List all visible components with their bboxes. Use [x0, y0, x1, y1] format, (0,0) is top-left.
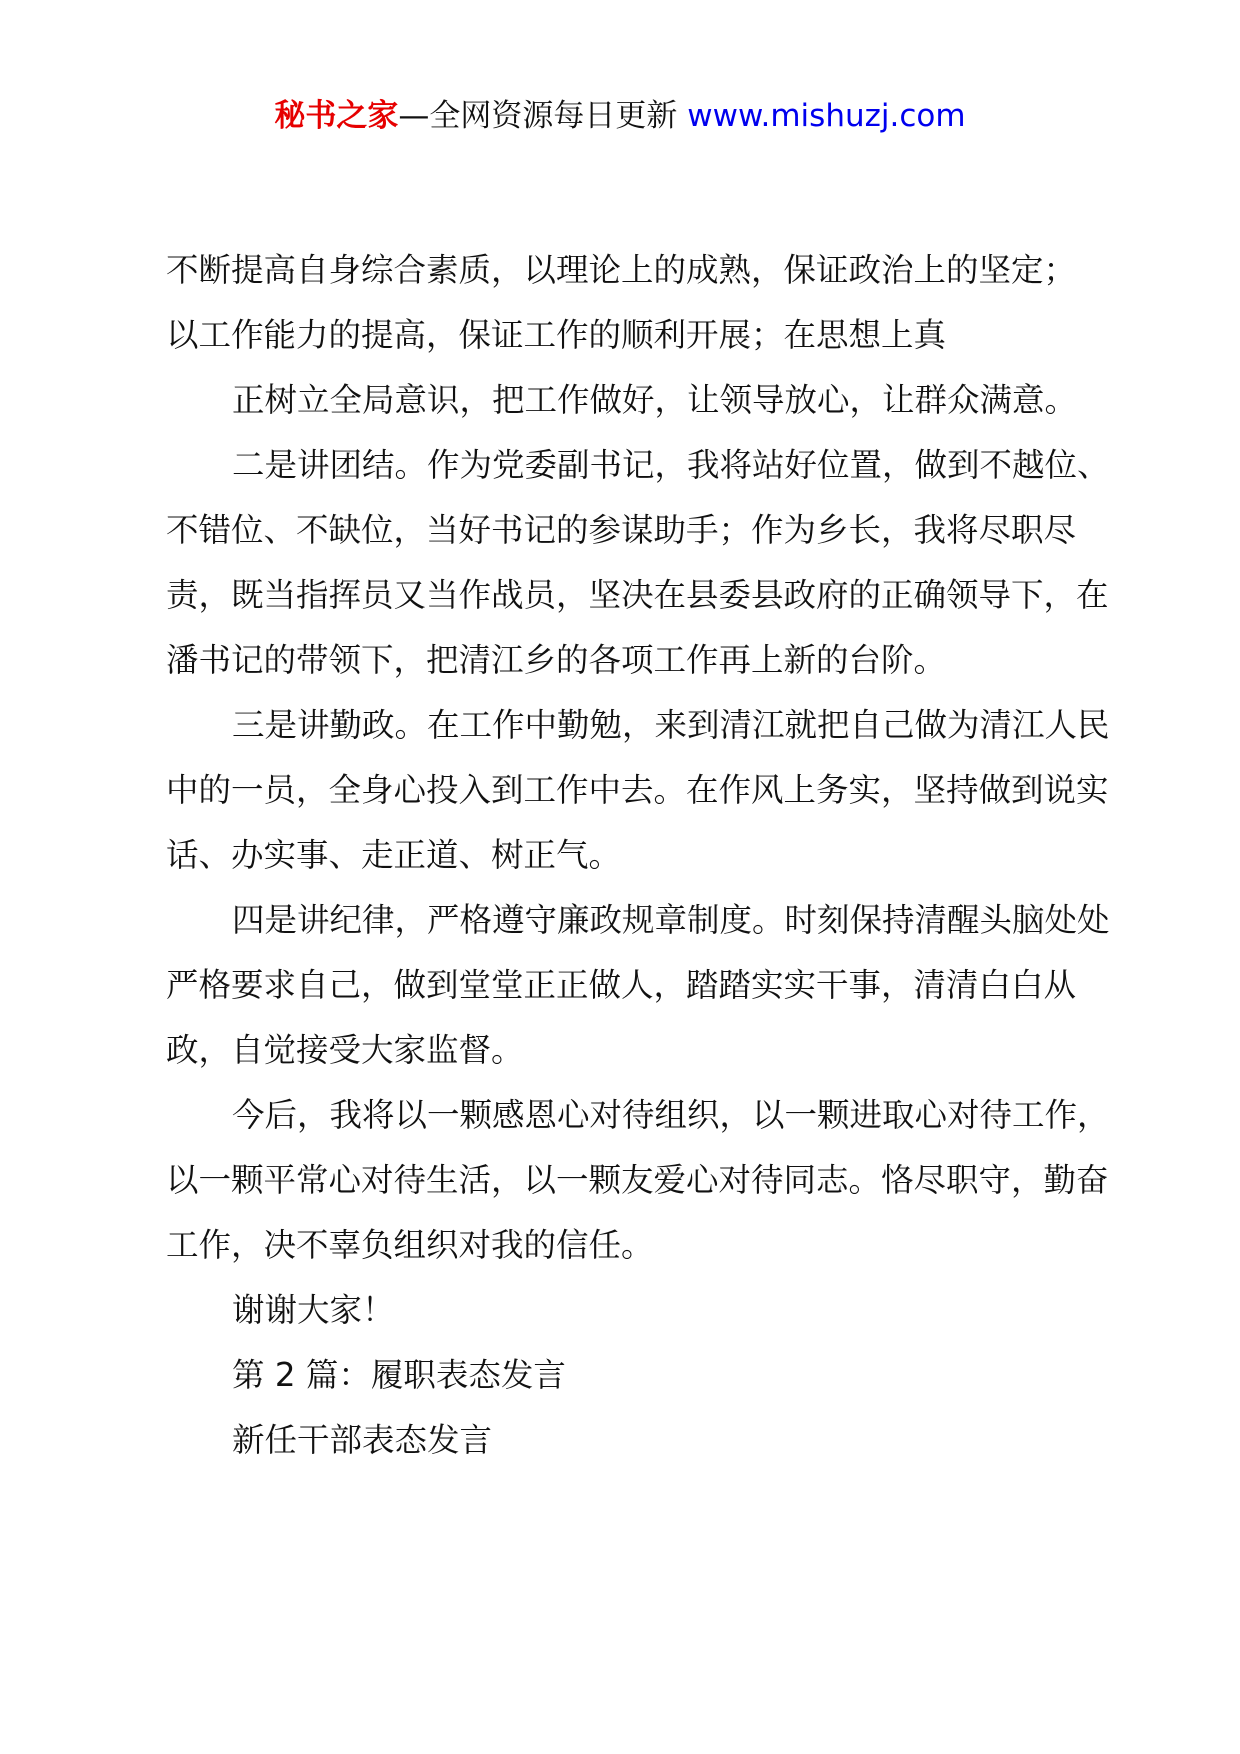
website-link[interactable]: www.mishuzj.com: [687, 98, 966, 134]
page-header: [0, 96, 1240, 136]
paragraph: 以工作能力的提高，保证工作的顺利开展；在思想上真: [166, 316, 947, 354]
subheading: 新任干部表态发言: [232, 1421, 493, 1459]
paragraph: 正树立全局意识，把工作做好，让领导放心，让群众满意。: [232, 381, 1078, 419]
section-heading: 第 2 篇：履职表态发言: [232, 1356, 566, 1394]
header-tagline: —全网资源每日更新: [398, 98, 688, 134]
paragraph: 谢谢大家！: [232, 1291, 395, 1329]
paragraph: 二是讲团结。作为党委副书记，我将站好位置，做到不越位、不错位、不缺位，当好书记的参谋助手；作为乡长，我将尽职尽责，既当指挥员又当作战员，坚决在县委县政府的正确领导下，在潘书记的带领下，把清江乡的各项工作再上新的台阶。: [166, 446, 1110, 679]
document-body: [166, 238, 1126, 1473]
paragraph: 今后，我将以一颗感恩心对待组织，以一颗进取心对待工作，以一颗平常心对待生活，以一颗友爱心对待同志。恪尽职守，勤奋工作，决不辜负组织对我的信任。: [166, 1096, 1110, 1264]
brand-name: 秘书之家: [274, 98, 399, 134]
paragraph: 三是讲勤政。在工作中勤勉，来到清江就把自己做为清江人民中的一员，全身心投入到工作中去。在作风上务实，坚持做到说实话、办实事、走正道、树正气。: [166, 706, 1110, 874]
paragraph: 不断提高自身综合素质，以理论上的成熟，保证政治上的坚定；: [166, 251, 1077, 289]
paragraph: 四是讲纪律，严格遵守廉政规章制度。时刻保持清醒头脑处处严格要求自己，做到堂堂正正做人，踏踏实实干事，清清白白从政，自觉接受大家监督。: [166, 901, 1110, 1069]
